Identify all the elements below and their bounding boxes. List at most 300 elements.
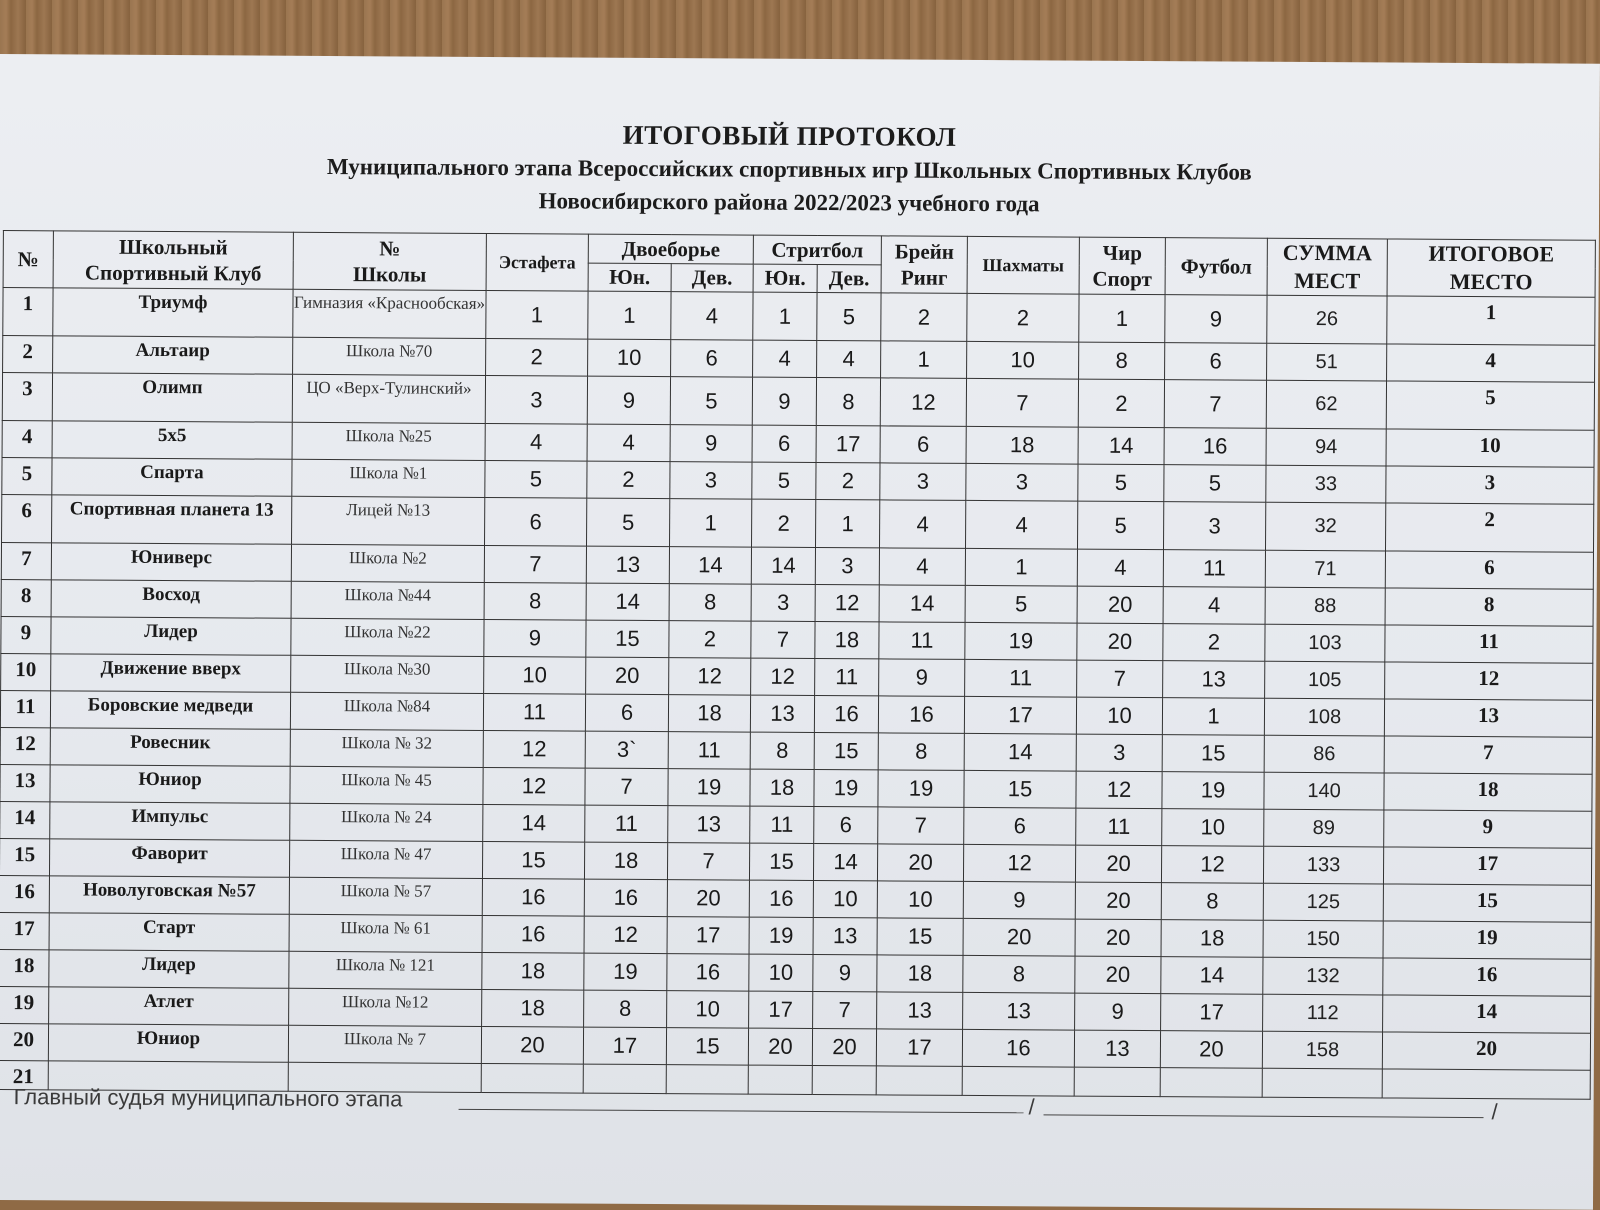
biathlon-boys-place: 1 [588,291,671,340]
biathlon-girls-place: 15 [666,1028,748,1066]
biathlon-girls-place: 18 [668,695,750,733]
header-final-place [1387,239,1595,297]
school-name: Школа № 24 [290,803,483,841]
streetball-girls-place: 12 [815,584,879,621]
cheer-sport-place: 20 [1077,586,1163,624]
row-number: 4 [2,421,52,458]
header-cheer-line1: Чир [1102,240,1143,265]
biathlon-boys-place: 3` [585,731,668,769]
streetball-boys-place: 4 [753,340,817,377]
row-number: 1 [3,288,53,336]
header-school-line2: Школы [352,262,427,287]
brain-ring-place: 6 [880,426,966,464]
brain-ring-place: 16 [878,696,964,734]
cheer-sport-place: 9 [1075,993,1161,1031]
brain-ring-place: 13 [877,992,963,1030]
header-relay: Эстафета [486,233,588,291]
club-name: Лидер [49,950,289,988]
streetball-girls-place: 1 [816,499,880,547]
football-place: 18 [1161,920,1263,958]
club-name: Альтаир [53,336,293,374]
chess-place: 2 [967,293,1079,342]
relay-place: 12 [483,730,585,768]
brain-ring-place: 11 [879,622,965,660]
chess-place: 18 [966,426,1078,464]
row-number: 7 [1,543,51,580]
final-place: 1 [1387,296,1595,345]
club-name: Олимп [52,373,292,422]
relay-place: 5 [485,460,587,498]
protocol-sheet [0,54,1600,1210]
header-biathlon-boys: Юн. [588,263,671,292]
school-name: Школа №2 [291,544,484,582]
biathlon-girls-place: 20 [667,880,749,918]
sum-of-places: 26 [1267,295,1387,344]
streetball-boys-place: 9 [752,377,816,425]
streetball-girls-place: 7 [813,991,877,1028]
judge-label: Главный судья муниципального этапа [13,1084,403,1112]
header-school [293,232,486,290]
cheer-sport-place: 2 [1078,379,1164,428]
streetball-girls-place: 11 [815,658,879,695]
football-place: 10 [1162,809,1264,847]
relay-place: 16 [482,915,584,953]
biathlon-boys-place: 18 [584,842,667,880]
cheer-sport-place: 1 [1079,294,1165,343]
biathlon-girls-place: 8 [669,584,751,622]
final-place: 15 [1383,884,1591,922]
streetball-boys-place: 12 [751,658,815,695]
header-streetball: Стритбол [753,235,881,264]
school-name: Школа № 7 [288,1025,481,1063]
header-cheer [1079,237,1165,295]
name-underline [1044,1114,1484,1118]
relay-place: 10 [484,656,586,694]
row-number: 9 [1,617,51,654]
relay-place: 15 [482,841,584,879]
football-place: 17 [1161,994,1263,1032]
biathlon-girls-place: 19 [668,769,750,807]
chess-place: 5 [965,585,1077,623]
streetball-girls-place: 6 [814,806,878,843]
school-name: Школа №25 [292,422,485,460]
table-header [3,231,1595,298]
final-place: 3 [1386,466,1594,504]
relay-place: 7 [484,545,586,583]
biathlon-boys-place: 9 [587,376,670,425]
relay-place: 18 [482,989,584,1027]
school-name: Школа №1 [292,459,485,497]
biathlon-boys-place: 2 [587,461,670,499]
relay-place: 9 [484,619,586,657]
streetball-boys-place: 13 [750,695,814,732]
row-number: 14 [0,802,50,839]
header-brain-ring [881,236,967,294]
biathlon-boys-place: 15 [586,620,669,658]
brain-ring-place: 17 [876,1029,962,1067]
row-number: 2 [3,336,53,373]
header-sum [1267,238,1387,296]
sum-of-places: 133 [1263,846,1383,884]
cheer-sport-place: 3 [1076,734,1162,772]
document-title: ИТОГОВЫЙ ПРОТОКОЛ [622,119,957,152]
row-number: 17 [0,913,49,950]
relay-place: 3 [485,375,587,424]
biathlon-girls-place: 14 [669,547,751,585]
cheer-sport-place: 20 [1075,919,1161,957]
chess-place: 4 [966,500,1078,549]
cheer-sport-place: 20 [1075,882,1161,920]
football-place: 12 [1161,846,1263,884]
brain-ring-place: 4 [880,500,966,549]
club-name: Движение вверх [51,654,291,692]
streetball-girls-place: 17 [816,425,880,462]
header-streetball-girls: Дев. [817,264,881,293]
streetball-girls-place: 14 [813,843,877,880]
streetball-girls-place: 13 [813,917,877,954]
sum-of-places: 125 [1263,883,1383,921]
relay-place: 18 [482,952,584,990]
sum-of-places: 158 [1262,1031,1382,1069]
relay-place: 4 [485,423,587,461]
sum-of-places: 86 [1264,735,1384,773]
football-place: 16 [1164,428,1266,466]
streetball-boys-place: 7 [751,621,815,658]
chess-place: 11 [965,659,1077,697]
header-football: Футбол [1165,238,1267,296]
biathlon-girls-place: 1 [670,499,752,548]
biathlon-girls-place: 2 [669,621,751,659]
final-place: 9 [1384,810,1592,848]
streetball-boys-place: 14 [751,547,815,584]
streetball-girls-place: 20 [812,1028,876,1065]
sum-of-places: 150 [1263,920,1383,958]
brain-ring-place: 14 [879,585,965,623]
chess-place: 7 [966,378,1078,427]
streetball-boys-place: 2 [752,499,816,547]
streetball-boys-place: 3 [751,584,815,621]
biathlon-girls-place: 16 [667,954,749,992]
cheer-sport-place: 10 [1076,697,1162,735]
header-school-line1: № [379,236,401,261]
biathlon-boys-place: 7 [585,768,668,806]
row-number: 13 [0,765,50,802]
header-sum-line2: МЕСТ [1294,267,1361,294]
biathlon-girls-place: 10 [667,991,749,1029]
brain-ring-place: 18 [877,955,963,993]
signature-underline [459,1109,1024,1113]
row-number: 12 [0,728,50,765]
final-place: 18 [1384,773,1592,811]
streetball-girls-place: 4 [817,340,881,377]
final-place: 7 [1384,736,1592,774]
club-name: Юниор [48,1024,288,1062]
brain-ring-place: 10 [877,881,963,919]
biathlon-boys-place: 13 [586,546,669,584]
relay-place: 16 [482,878,584,916]
chess-place: 19 [965,622,1077,660]
sum-of-places: 88 [1265,587,1385,625]
sum-of-places: 140 [1264,772,1384,810]
sum-of-places: 71 [1265,550,1385,588]
row-number: 11 [0,691,50,728]
brain-ring-place: 19 [878,770,964,808]
streetball-girls-place: 3 [815,547,879,584]
final-place: 12 [1385,662,1593,700]
row-number: 19 [0,987,49,1024]
sum-of-places: 103 [1265,624,1385,662]
row-number: 21 [0,1061,48,1090]
sum-of-places: 33 [1266,465,1386,503]
chess-place: 13 [963,992,1075,1030]
cheer-sport-place: 5 [1078,464,1164,502]
sum-of-places: 62 [1266,380,1386,429]
football-place: 14 [1161,957,1263,995]
chess-place: 12 [963,844,1075,882]
relay-place: 8 [484,582,586,620]
brain-ring-place: 4 [879,548,965,586]
header-cheer-line2: Спорт [1092,266,1152,292]
club-name: Спортивная планета 13 [52,495,292,544]
header-chess: Шахматы [967,236,1079,294]
header-club-line1: Школьный [118,234,228,260]
chess-place: 8 [963,955,1075,993]
chess-place: 14 [964,733,1076,771]
cheer-sport-place: 20 [1077,623,1163,661]
final-place: 2 [1386,503,1594,552]
club-name: Боровские медведи [50,691,290,729]
streetball-boys-place: 8 [750,732,814,769]
football-place: 11 [1163,550,1265,588]
sum-of-places: 112 [1263,994,1383,1032]
chess-place: 15 [964,770,1076,808]
brain-ring-place: 7 [878,807,964,845]
streetball-girls-place: 19 [814,769,878,806]
brain-ring-place: 20 [877,844,963,882]
biathlon-boys-place: 17 [583,1027,666,1065]
biathlon-girls-place: 13 [668,806,750,844]
cheer-sport-place: 13 [1074,1030,1160,1068]
biathlon-girls-place: 5 [670,377,752,426]
streetball-girls-place: 16 [814,695,878,732]
chess-place: 3 [966,463,1078,501]
cheer-sport-place: 12 [1076,771,1162,809]
club-name: Юниверс [51,543,291,581]
final-place: 13 [1384,699,1592,737]
brain-ring-place: 12 [880,378,966,427]
cheer-sport-place: 20 [1075,845,1161,883]
row-number: 16 [0,876,49,913]
biathlon-girls-place: 9 [670,425,752,463]
biathlon-boys-place: 12 [584,916,667,954]
relay-place: 6 [485,497,587,546]
biathlon-girls-place: 11 [668,732,750,770]
club-name: Импульс [50,802,290,840]
football-place: 20 [1160,1031,1262,1069]
football-place: 19 [1162,772,1264,810]
football-place: 2 [1163,624,1265,662]
streetball-boys-place: 18 [750,769,814,806]
club-name: Лидер [51,617,291,655]
final-place: 6 [1385,551,1593,589]
results-table [0,230,1596,1100]
streetball-girls-place: 2 [816,462,880,499]
chess-place: 17 [964,696,1076,734]
school-name: Школа №84 [290,692,483,730]
final-place: 20 [1382,1032,1590,1070]
streetball-boys-place: 17 [749,991,813,1028]
row-number: 8 [1,580,51,617]
cheer-sport-place: 7 [1077,660,1163,698]
cheer-sport-place: 8 [1079,342,1165,380]
school-name: Школа №70 [293,337,486,375]
streetball-boys-place: 5 [752,462,816,499]
cheer-sport-place: 11 [1076,808,1162,846]
school-name: Школа № 57 [289,877,482,915]
streetball-girls-place: 5 [817,292,881,340]
sum-of-places: 132 [1263,957,1383,995]
signature-slash: / [1028,1094,1035,1120]
football-place: 4 [1163,587,1265,625]
brain-ring-place: 2 [881,293,967,342]
relay-place: 1 [486,290,588,339]
header-sum-line1: СУММА [1282,239,1372,266]
row-number: 10 [1,654,51,691]
sum-of-places: 32 [1266,502,1386,551]
biathlon-girls-place: 12 [669,658,751,696]
cheer-sport-place: 20 [1075,956,1161,994]
row-number: 3 [2,373,52,421]
chess-place: 1 [965,548,1077,586]
brain-ring-place: 1 [881,341,967,379]
streetball-boys-place: 15 [749,843,813,880]
brain-ring-place: 3 [880,463,966,501]
school-name: Гимназия «Краснообская» [293,289,486,338]
club-name: Старт [49,913,289,951]
club-name: Юниор [50,765,290,803]
biathlon-boys-place: 14 [586,583,669,621]
football-place: 9 [1165,295,1267,344]
club-name: 5х5 [52,421,292,459]
brain-ring-place: 9 [879,659,965,697]
school-name: Школа № 32 [290,729,483,767]
row-number: 15 [0,839,50,876]
header-brain-line2: Ринг [900,265,948,290]
football-place: 8 [1161,883,1263,921]
relay-place: 11 [483,693,585,731]
club-name: Спарта [52,458,292,496]
header-no: № [3,231,53,288]
biathlon-girls-place: 6 [671,340,753,378]
header-brain-line1: Брейн [894,239,954,264]
streetball-boys-place: 10 [749,954,813,991]
sum-of-places: 105 [1265,661,1385,699]
school-name: Лицей №13 [292,496,485,545]
final-place: 17 [1383,847,1591,885]
cheer-sport-place: 5 [1078,501,1164,550]
row-number: 20 [0,1024,49,1061]
football-place: 1 [1162,698,1264,736]
streetball-girls-place: 15 [814,732,878,769]
streetball-boys-place: 19 [749,917,813,954]
biathlon-boys-place: 16 [584,879,667,917]
biathlon-girls-place: 7 [667,843,749,881]
streetball-girls-place: 8 [816,377,880,425]
chess-place: 6 [964,807,1076,845]
relay-place: 12 [483,767,585,805]
streetball-boys-place: 1 [753,292,817,340]
club-name: Триумф [53,288,293,337]
streetball-girls-place: 9 [813,954,877,991]
school-name: Школа №12 [289,988,482,1026]
header-streetball-boys: Юн. [753,264,817,293]
club-name: Восход [51,580,291,618]
biathlon-girls-place: 3 [670,462,752,500]
header-place-line2: МЕСТО [1449,268,1533,295]
biathlon-girls-place: 4 [671,292,753,341]
biathlon-boys-place: 19 [584,953,667,991]
relay-place: 14 [483,804,585,842]
sum-of-places: 108 [1264,698,1384,736]
sum-of-places: 51 [1267,343,1387,381]
cheer-sport-place: 14 [1078,427,1164,465]
football-place: 5 [1164,465,1266,503]
streetball-boys-place: 11 [750,806,814,843]
streetball-boys-place: 16 [749,880,813,917]
sum-of-places: 94 [1266,428,1386,466]
final-place: 14 [1383,995,1591,1033]
header-place-line1: ИТОГОВОЕ [1428,240,1555,267]
document-subtitle-line2: Новосибирского района 2022/2023 учебного года [538,188,1040,217]
row-number: 6 [2,495,52,543]
final-place: 16 [1383,958,1591,996]
streetball-girls-place: 10 [813,880,877,917]
school-name: Школа № 61 [289,914,482,952]
school-name: Школа № 45 [290,766,483,804]
football-place: 6 [1165,343,1267,381]
final-place: 11 [1385,625,1593,663]
school-name: Школа №22 [291,618,484,656]
biathlon-boys-place: 20 [586,657,669,695]
biathlon-boys-place: 6 [585,694,668,732]
final-place: 8 [1385,588,1593,626]
final-place: 4 [1387,344,1595,382]
football-place: 3 [1164,502,1266,551]
header-club-line2: Спортивный Клуб [84,260,262,286]
biathlon-boys-place: 11 [585,805,668,843]
school-name: Школа №44 [291,581,484,619]
school-name: ЦО «Верх-Тулинский» [292,374,485,423]
chess-place: 9 [963,881,1075,919]
table-body [0,288,1595,1100]
chess-place: 16 [962,1029,1074,1067]
relay-place: 20 [481,1026,583,1064]
biathlon-boys-place: 10 [588,339,671,377]
school-name: Школа № 47 [289,840,482,878]
chess-place: 10 [967,341,1079,379]
cheer-sport-place: 4 [1077,549,1163,587]
relay-place: 2 [486,338,588,376]
club-name: Атлет [49,987,289,1025]
final-place: 10 [1386,429,1594,467]
final-place: 19 [1383,921,1591,959]
title-block [0,114,1580,224]
brain-ring-place: 15 [877,918,963,956]
brain-ring-place: 8 [878,733,964,771]
final-place: 5 [1386,381,1594,430]
streetball-boys-place: 6 [752,425,816,462]
header-club [53,231,293,289]
